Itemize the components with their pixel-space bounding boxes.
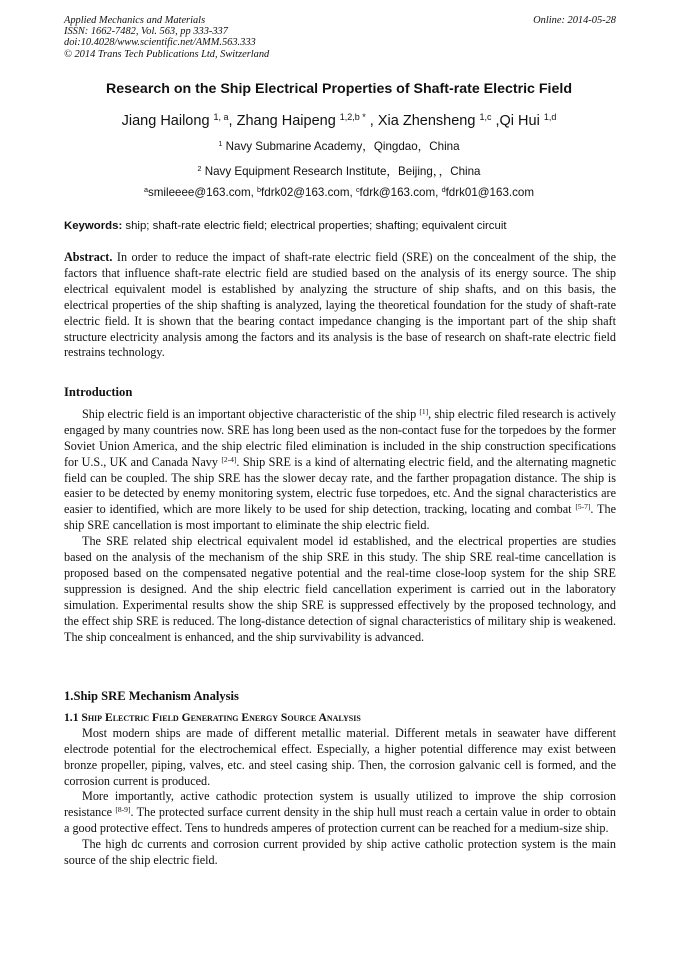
citation: [8-9] <box>115 805 131 815</box>
affiliation <box>30 163 648 179</box>
paragraph-text: . The protected surface current density in the ship hull must reach a certain value in order to obtain a good protective effect. Tens to hundreds amperes of protection current can be reached for a medium-size ship. <box>64 805 616 836</box>
email-mark: d <box>441 185 446 195</box>
abstract <box>64 250 616 361</box>
abstract-label: Abstract. <box>64 250 113 264</box>
keywords-text: ship; shaft-rate electric field; electrical properties; shafting; equivalent circuit <box>122 220 507 232</box>
email-text: fdrk02@163.com, <box>261 186 356 199</box>
author-separator: , <box>365 113 378 129</box>
affiliation-text: Navy Submarine Academy，Qingdao，China <box>222 140 460 153</box>
paragraph-text: , ship electric filed research is actively engaged by many countries now. SRE has long been used as the non-contact fuse for the torpedoes by the former Soviet Union America, and the ship electric filed elimination is included in the ship construction specifications for U.S., UK and Canada Navy <box>64 406 616 469</box>
email-text: smileeee@163.com, <box>147 186 258 199</box>
affiliation-number: 1 <box>218 139 223 149</box>
affiliation-text: Navy Equipment Research Institute，Beijing，，China <box>201 165 481 178</box>
paragraph <box>64 407 616 534</box>
online-date: Online: 2014-05-28 <box>533 15 616 26</box>
paragraph-text: . Ship SRE is a kind of alternating electric field, and the alternating magnetic field can be coupled. The ship SRE has the slower decay rate, and the farther propagation distance. The ship is easier to be detected by enemy monitoring system, electric fuse torpedoes, etc. And the signal characteristics are easier to identified, which are more likely to be used for ship detection, tracking, locating and combat <box>64 454 616 517</box>
email-line <box>30 186 648 199</box>
subsection-number: 1.1 <box>64 710 82 724</box>
email-text: fdrk01@163.com <box>445 186 535 199</box>
author-affil-mark: 1,2,b * <box>339 112 366 123</box>
journal-header <box>64 15 616 60</box>
keywords-label: Keywords: <box>64 220 123 232</box>
email-mark: b <box>257 185 262 195</box>
author-name: Zhang Haipeng <box>236 113 340 129</box>
author-separator: , <box>228 113 237 129</box>
abstract-text: In order to reduce the impact of shaft-rate electric field (SRE) on the concealment of the ship, the factors that influence shaft-rate electric field are studied based on the analysis of its energy source. The ship electrical equivalent model is established by analyzing the structure of ship shafts, and on this basis, the electrical properties of the ship shafting is analyzed, laying the theoretical foundation for the study of shaft-rate electric field. It is shown that the bearing contact impedance changing is the important part of the ship shaft structure electricity analysis among the factors and its analysis is the base of research on shaft-rate electric field restrains technology. <box>64 250 616 360</box>
introduction-section <box>64 385 616 646</box>
citation: [2-4] <box>221 454 237 464</box>
affiliation <box>30 138 648 154</box>
email-text: fdrk@163.com, <box>359 186 442 199</box>
paragraph: Most modern ships are made of different metallic material. Different metals in seawater have different electrode potential for the electrochemical effect. Especially, a higher potential difference may exist between bronze propeller, piping, valves, etc. and steel casing ship. Then, the corrosion galvanic cell is formed, and the corrosion current is produced. <box>64 725 616 788</box>
doi-line: doi:10.4028/www.scientific.net/AMM.563.333 <box>64 37 256 49</box>
paragraph-text: . The ship SRE cancellation is most important to eliminate the ship electric field. <box>64 502 616 533</box>
paragraph-text: Ship electric field is an important objective characteristic of the ship <box>82 406 420 421</box>
keywords <box>64 220 616 232</box>
citation: [1] <box>419 406 429 416</box>
section-heading: Introduction <box>64 385 133 399</box>
author-affil-mark: 1, a <box>213 112 229 123</box>
author-name: Jiang Hailong <box>121 113 214 129</box>
author-affil-mark: 1,d <box>543 112 557 123</box>
issn-line: ISSN: 1662-7482, Vol. 563, pp 333-337 <box>64 26 228 38</box>
paper-title: Research on the Ship Electrical Properties of Shaft-rate Electric Field <box>106 81 572 97</box>
author-affil-mark: 1,c <box>479 112 492 123</box>
author-line <box>30 113 648 129</box>
author-separator: , <box>491 113 500 129</box>
citation: [5-7] <box>575 502 591 512</box>
journal-name: Applied Mechanics and Materials <box>64 15 206 26</box>
email-mark: c <box>355 185 360 195</box>
author-name: Qi Hui <box>499 113 544 129</box>
paragraph: The high dc currents and corrosion current provided by ship active catholic protection system is the main source of the ship electric field. <box>64 837 616 868</box>
affiliation-number: 2 <box>197 164 202 174</box>
paragraph <box>64 789 616 837</box>
author-name: Xia Zhensheng <box>377 113 480 129</box>
section-1 <box>64 689 616 869</box>
copyright-line: © 2014 Trans Tech Publications Ltd, Switzerland <box>64 48 270 60</box>
subsection-heading <box>64 710 616 726</box>
email-mark: a <box>143 185 148 195</box>
subsection-title: Ship Electric Field Generating Energy Source Analysis <box>81 710 361 724</box>
paragraph: The SRE related ship electrical equivalent model id established, and the electrical properties are studies based on the analysis of the mechanism of the ship SRE in this study. The ship SRE real-time cancellation is proposed based on the compensated negative potential and the real-time close-loop system for the ship SRE suppression is designed. And the ship electric field cancellation experiment is carried out in the laboratory simulation. Experimental results show the ship SRE is suppressed effectively by the proposed technology, and the effect ship SRE is reduced. The long-distance detection of signal characteristics of military ship is weakened. The ship concealment is enhanced, and the ship survivability is advanced. <box>64 534 616 644</box>
paragraph-text: More importantly, active cathodic protection system is usually utilized to improve the ship corrosion resistance <box>64 789 616 820</box>
section-heading: 1.Ship SRE Mechanism Analysis <box>64 689 239 703</box>
